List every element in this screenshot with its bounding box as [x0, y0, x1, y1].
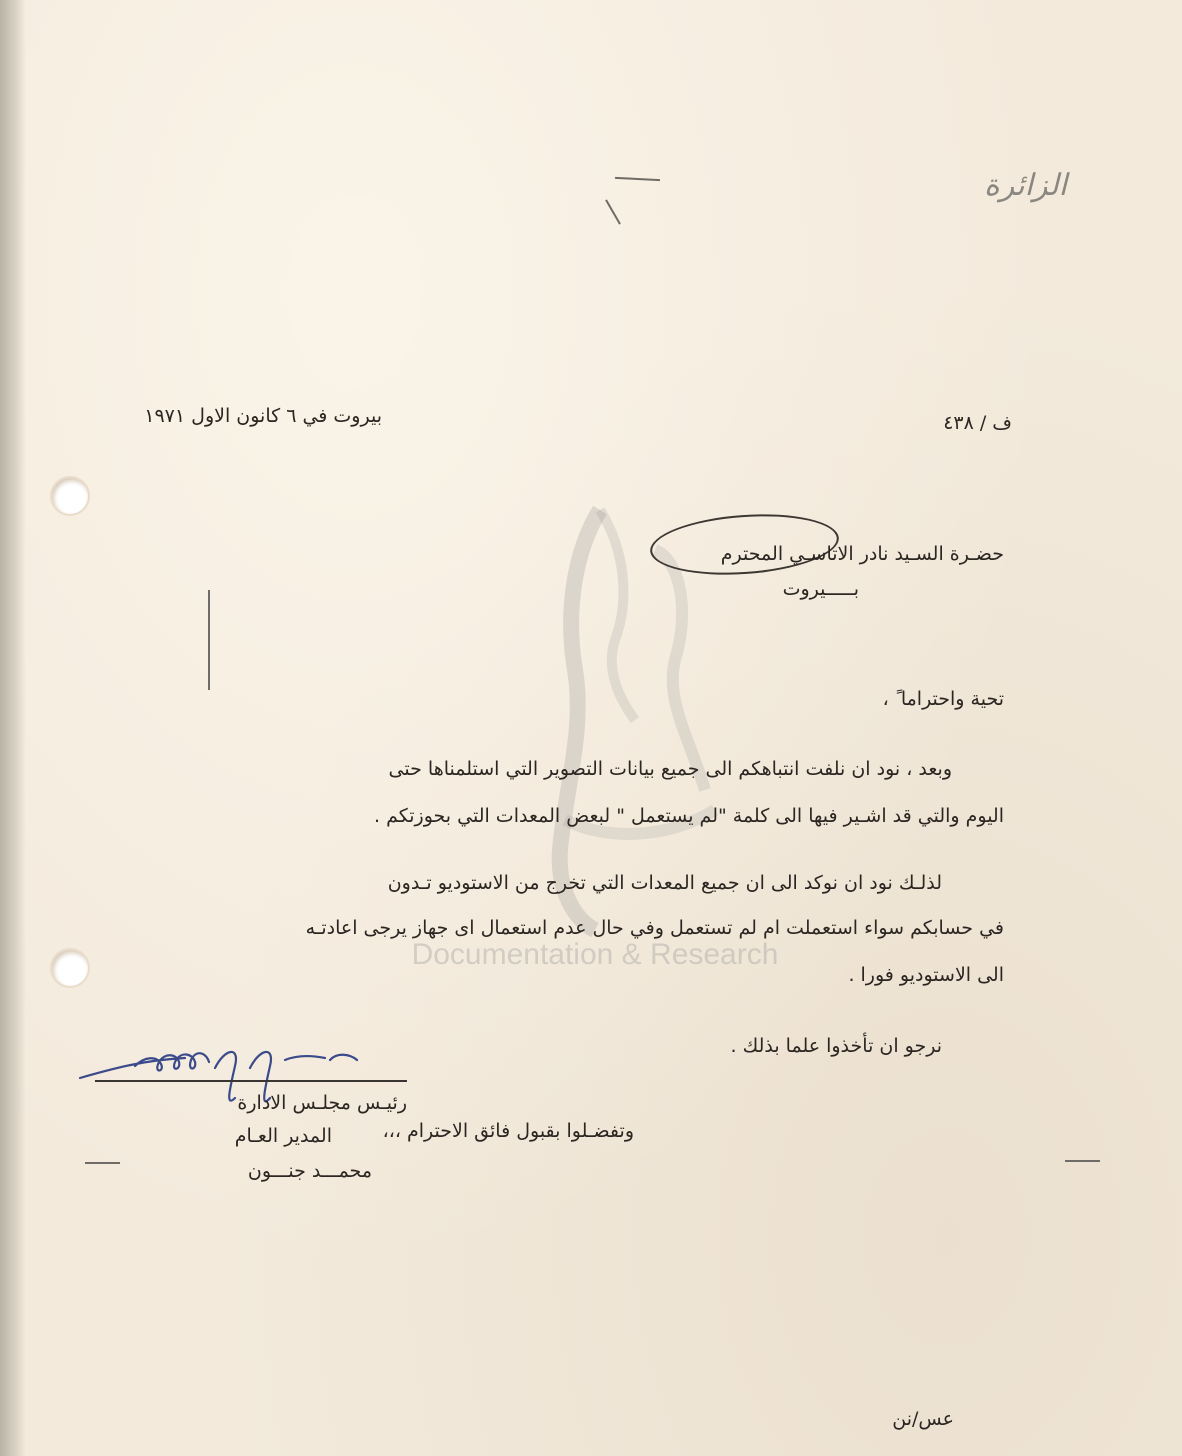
reference-number: ف / ٤٣٨	[943, 412, 1012, 434]
punch-hole-bottom	[52, 950, 88, 986]
signatory-name: محمـــد جنـــون	[247, 1160, 372, 1182]
place-date: بيروت في ٦ كانون الاول ١٩٧١	[144, 405, 382, 427]
addressee-line-1: حضـرة السـيد نادر الاتاسـي المحترم	[720, 543, 1004, 565]
margin-dash	[85, 1162, 120, 1164]
typist-initials: عس/نن	[892, 1408, 954, 1430]
signature-line	[95, 1080, 407, 1082]
watermark-text: Documentation & Research	[411, 938, 779, 971]
signatory-title-2: المدير العـام	[234, 1125, 332, 1147]
margin-dash	[1065, 1160, 1100, 1162]
paragraph-3: نرجو ان تأخذوا علما بذلك .	[730, 1035, 942, 1057]
paragraph-2-line-2: في حسابكم سواء استعملت ام لم تستعمل وفي حال عدم استعمال اى جهاز يرجى اعادتـه	[305, 917, 1004, 939]
handwritten-note: الزائرة	[984, 168, 1067, 203]
closing-line: وتفضـلوا بقبول فائق الاحترام ،،،	[382, 1120, 634, 1142]
pencil-mark	[615, 177, 660, 181]
pencil-mark	[605, 199, 621, 224]
paragraph-1-line-2: اليوم والتي قد اشـير فيها الى كلمة "لم يستعمل " لبعض المعدات التي بحوزتكم .	[374, 805, 1004, 827]
punch-hole-top	[52, 478, 88, 514]
greeting: تحية واحتراما ً ،	[882, 688, 1004, 710]
paragraph-2-line-3: الى الاستوديو فورا .	[848, 964, 1004, 986]
addressee-line-2: بـــــيروت	[782, 578, 859, 600]
page-left-edge	[0, 0, 26, 1456]
paragraph-1-line-1: وبعد ، نود ان نلفت انتباهكم الى جميع بيانات التصوير التي استلمناها حتى	[388, 758, 952, 780]
paragraph-2-line-1: لذلـك نود ان نوكد الى ان جميع المعدات التي تخرج من الاستوديو تـدون	[387, 872, 942, 894]
signatory-title-1: رئيـس مجلـس الادارة	[237, 1092, 407, 1114]
pencil-mark	[208, 590, 210, 690]
